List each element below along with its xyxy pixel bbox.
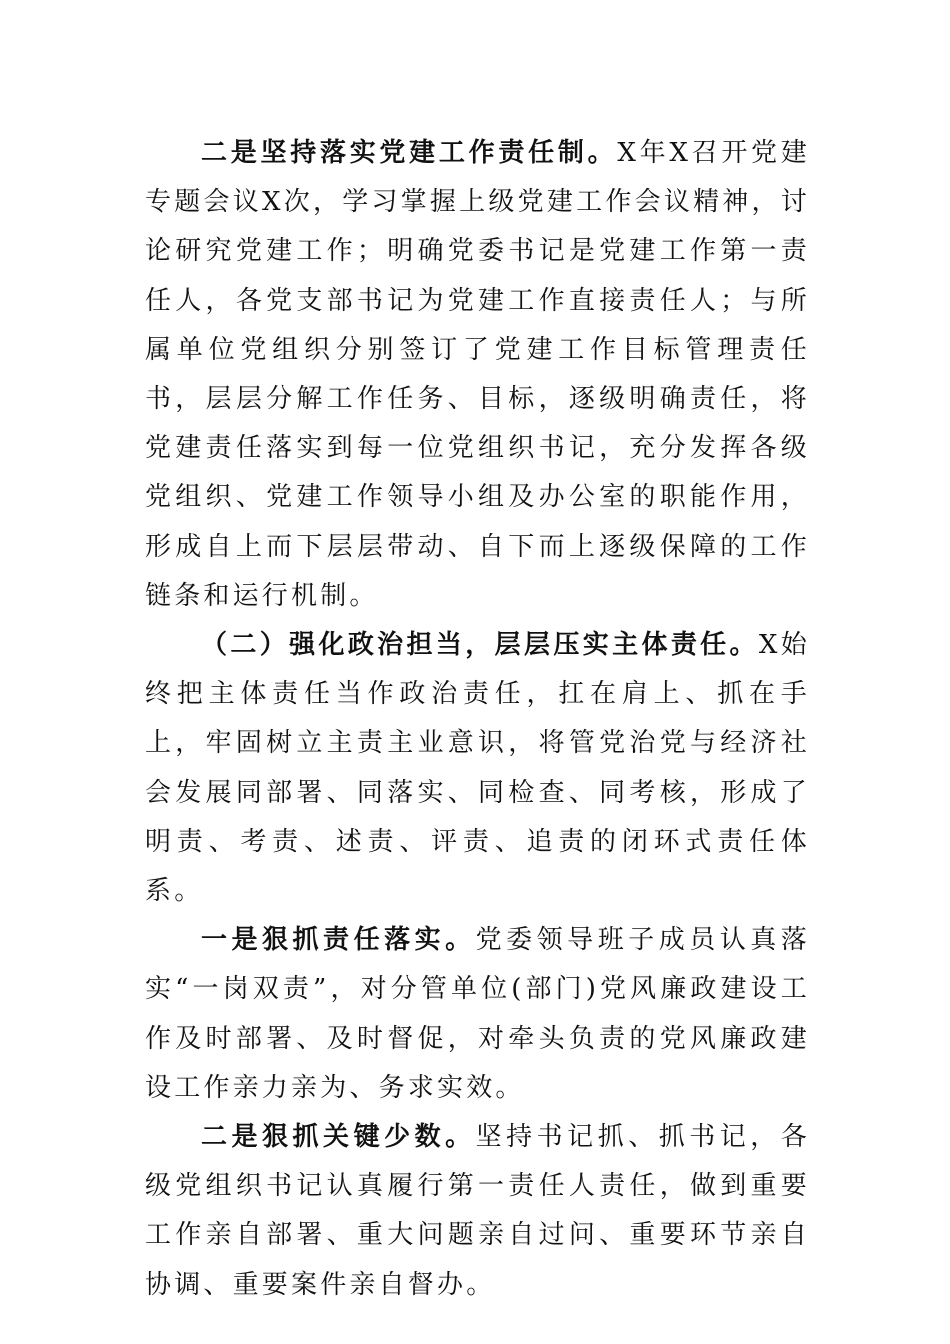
- paragraph-text: 党委领导班子成员认真落实“一岗双责”，对分管单位(部门)党风廉政建设工作及时部署、及时督促，对牵头负责的党风廉政建设工作亲力亲为、务求实效。: [145, 925, 810, 1103]
- paragraph-political-responsibility: [145, 621, 810, 916]
- paragraph-responsibility-implementation: [145, 916, 810, 1113]
- paragraph-text: X年X召开党建专题会议X次，学习掌握上级党建工作会议精神，讨论研究党建工作；明确党委书记是党建工作第一责任人，各党支部书记为党建工作直接责任人；与所属单位党组织分别签订了党建工作目标管理责任书，层层分解工作任务、目标，逐级明确责任，将党建责任落实到每一位党组织书记，充分发挥各级党组织、党建工作领导小组及办公室的职能作用，形成自上而下层层带动、自下而上逐级保障的工作链条和运行机制。: [145, 138, 810, 611]
- paragraph-party-building-responsibility: [145, 129, 810, 621]
- paragraph-text: 坚持书记抓、抓书记，各级党组织书记认真履行第一责任人责任，做到重要工作亲自部署、重大问题亲自过问、重要环节亲自协调、重要案件亲自督办。: [145, 1122, 810, 1300]
- paragraph-heading: 二是坚持落实党建工作责任制。: [201, 138, 618, 168]
- section-heading: （二）强化政治担当，层层压实主体责任。: [201, 630, 759, 661]
- paragraph-key-minority: [145, 1113, 810, 1310]
- paragraph-text: X始终把主体责任当作政治责任，扛在肩上、抓在手上，牢固树立主责主业意识，将管党治党与经济社会发展同部署、同落实、同检查、同考核，形成了明责、考责、述责、评责、追责的闭环式责任体系。: [145, 630, 810, 907]
- paragraph-heading: 一是狠抓责任落实。: [201, 925, 476, 956]
- paragraph-heading: 二是狠抓关键少数。: [201, 1122, 476, 1153]
- document-body: [145, 129, 810, 1310]
